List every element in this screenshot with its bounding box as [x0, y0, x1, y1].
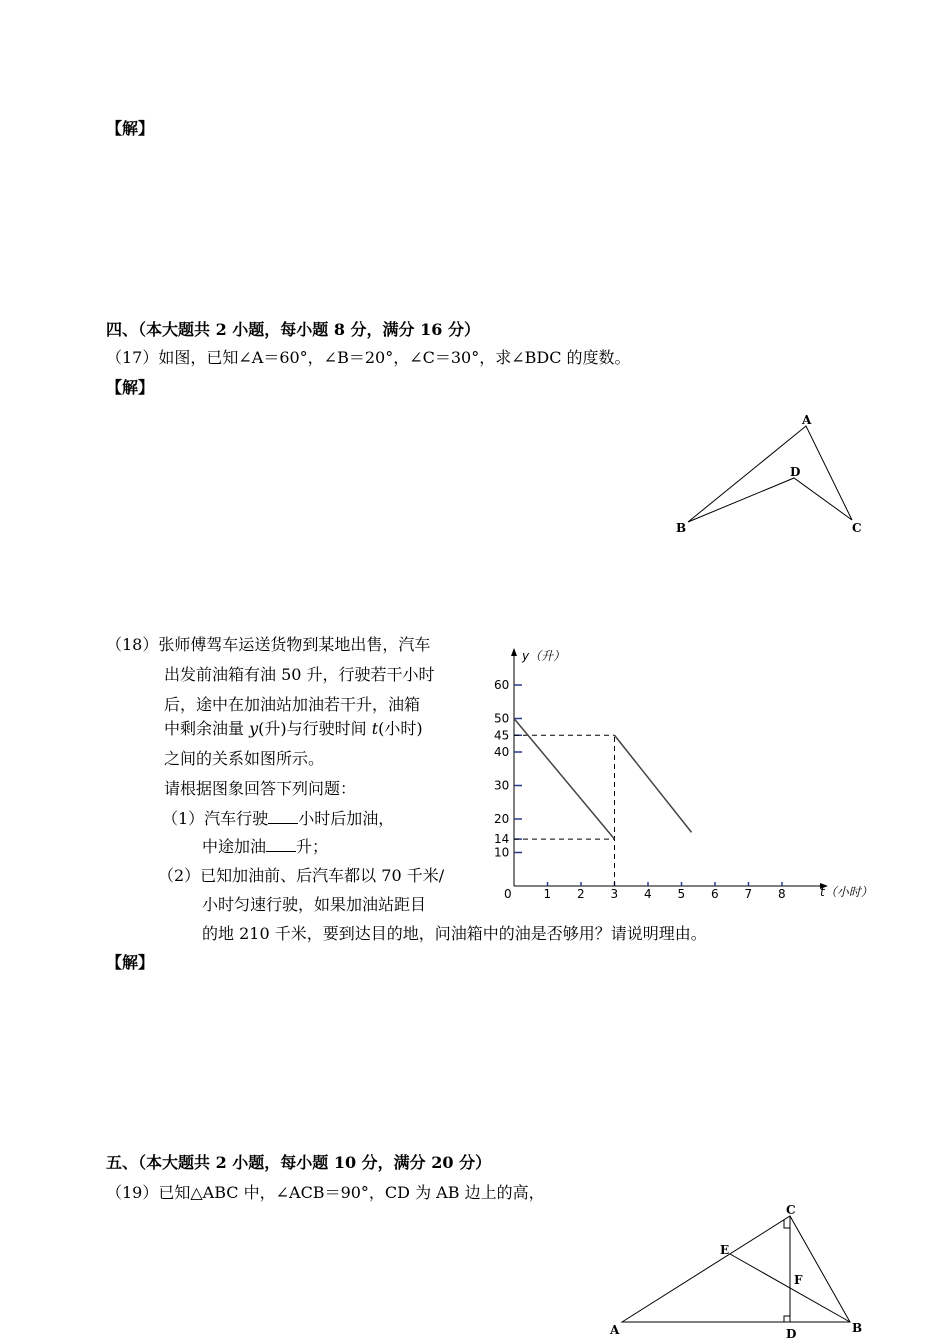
q18-part2-b: 小时匀速行驶，如果加油站距目 — [202, 895, 427, 914]
q17-text: （17）如图，已知∠A＝60°，∠B＝20°，∠C＝30°，求∠BDC 的度数。 — [106, 348, 631, 367]
q18-part1-second — [202, 834, 328, 857]
y-tick-label: 20 — [494, 812, 510, 826]
q18-blank-hours — [268, 809, 298, 824]
series-line-2 — [615, 735, 692, 832]
q17-triangle-lines — [688, 426, 852, 522]
y-tick-label: 45 — [494, 728, 510, 743]
x-tick-label: 8 — [778, 887, 786, 901]
y-tick-label: 50 — [494, 711, 510, 726]
q18-fuel-chart — [480, 640, 880, 910]
q19-diagram — [600, 1198, 880, 1342]
q16-solution-label: 【解】 — [106, 119, 155, 138]
y-axis-label: y（升） — [522, 649, 566, 663]
q17-label-b: B — [676, 521, 687, 535]
q17-label-c: C — [852, 521, 862, 535]
section4-heading: 四、（本大题共 2 小题，每小题 8 分，满分 16 分） — [106, 320, 480, 339]
x-axis-label: t（小时） — [820, 885, 873, 899]
q19-text: （19）已知△ABC 中，∠ACB＝90°，CD 为 AB 边上的高， — [106, 1183, 545, 1202]
series-line-1 — [514, 719, 615, 840]
q19-right-angle-c — [784, 1220, 790, 1228]
x-tick-label: 4 — [644, 887, 652, 901]
q18-part1-c: 中途加油 — [202, 837, 267, 856]
q18-line3: 后，途中在加油站加油若干升，油箱 — [164, 695, 421, 714]
y-tick-label: 10 — [494, 845, 510, 860]
q18-part1-d: 升； — [296, 837, 329, 856]
x-tick-label: 2 — [577, 887, 585, 901]
q18-var-t: t — [371, 719, 379, 738]
q18-solution-label: 【解】 — [106, 953, 155, 972]
q17-diagram — [670, 408, 870, 538]
q19-triangle — [622, 1216, 850, 1322]
section5-heading: 五、（本大题共 2 小题，每小题 10 分，满分 20 分） — [106, 1153, 492, 1172]
q18-blank-liters — [266, 837, 296, 852]
q19-label-e: E — [720, 1243, 730, 1257]
x-tick-label: 6 — [711, 887, 719, 901]
q18-line5: 之间的关系如图所示。 — [164, 749, 325, 768]
y-tick-label: 30 — [494, 778, 510, 793]
q18-line2: 出发前油箱有油 50 升，行驶若干小时 — [164, 665, 435, 684]
q18-line6: 请根据图象回答下列问题： — [164, 779, 357, 798]
q18-part1-a: （1）汽车行驶 — [162, 809, 269, 828]
q17-label-a: A — [802, 413, 812, 427]
x-tick-label: 3 — [610, 887, 619, 901]
q18-line4-a: 中剩余油量 — [164, 719, 250, 738]
q17-solution-label: 【解】 — [106, 378, 155, 397]
q18-part1-b: 小时后加油， — [298, 809, 395, 828]
q19-label-f: F — [794, 1273, 803, 1287]
q18-part2-a: （2）已知加油前、后汽车都以 70 千米/ — [158, 866, 445, 885]
q19-label-b: B — [852, 1321, 863, 1335]
origin-label: 0 — [504, 887, 512, 901]
y-tick-label: 14 — [494, 832, 510, 847]
x-tick-label: 1 — [543, 887, 552, 901]
q18-line4-b: (升)与行驶时间 — [258, 719, 372, 738]
q19-label-c: C — [786, 1203, 796, 1217]
q19-label-d: D — [786, 1327, 797, 1341]
q18-var-y: y — [249, 719, 259, 738]
q18-part1 — [162, 806, 394, 829]
x-tick-label: 5 — [677, 887, 686, 901]
y-tick-label: 40 — [494, 745, 510, 759]
x-tick-label: 7 — [744, 887, 753, 901]
q18-part2-c: 的地 210 千米，要到达目的地，问油箱中的油是否够用？请说明理由。 — [202, 924, 707, 943]
q17-label-d: D — [790, 465, 801, 479]
q19-label-a: A — [610, 1323, 620, 1337]
q19-right-angle-d — [784, 1316, 790, 1322]
y-axis-arrow — [511, 648, 517, 656]
q18-line1: （18）张师傅驾车运送货物到某地出售，汽车 — [106, 635, 431, 654]
q18-line4-c: (小时) — [378, 719, 423, 738]
q18-line4 — [164, 716, 423, 739]
y-tick-label: 60 — [494, 678, 510, 692]
